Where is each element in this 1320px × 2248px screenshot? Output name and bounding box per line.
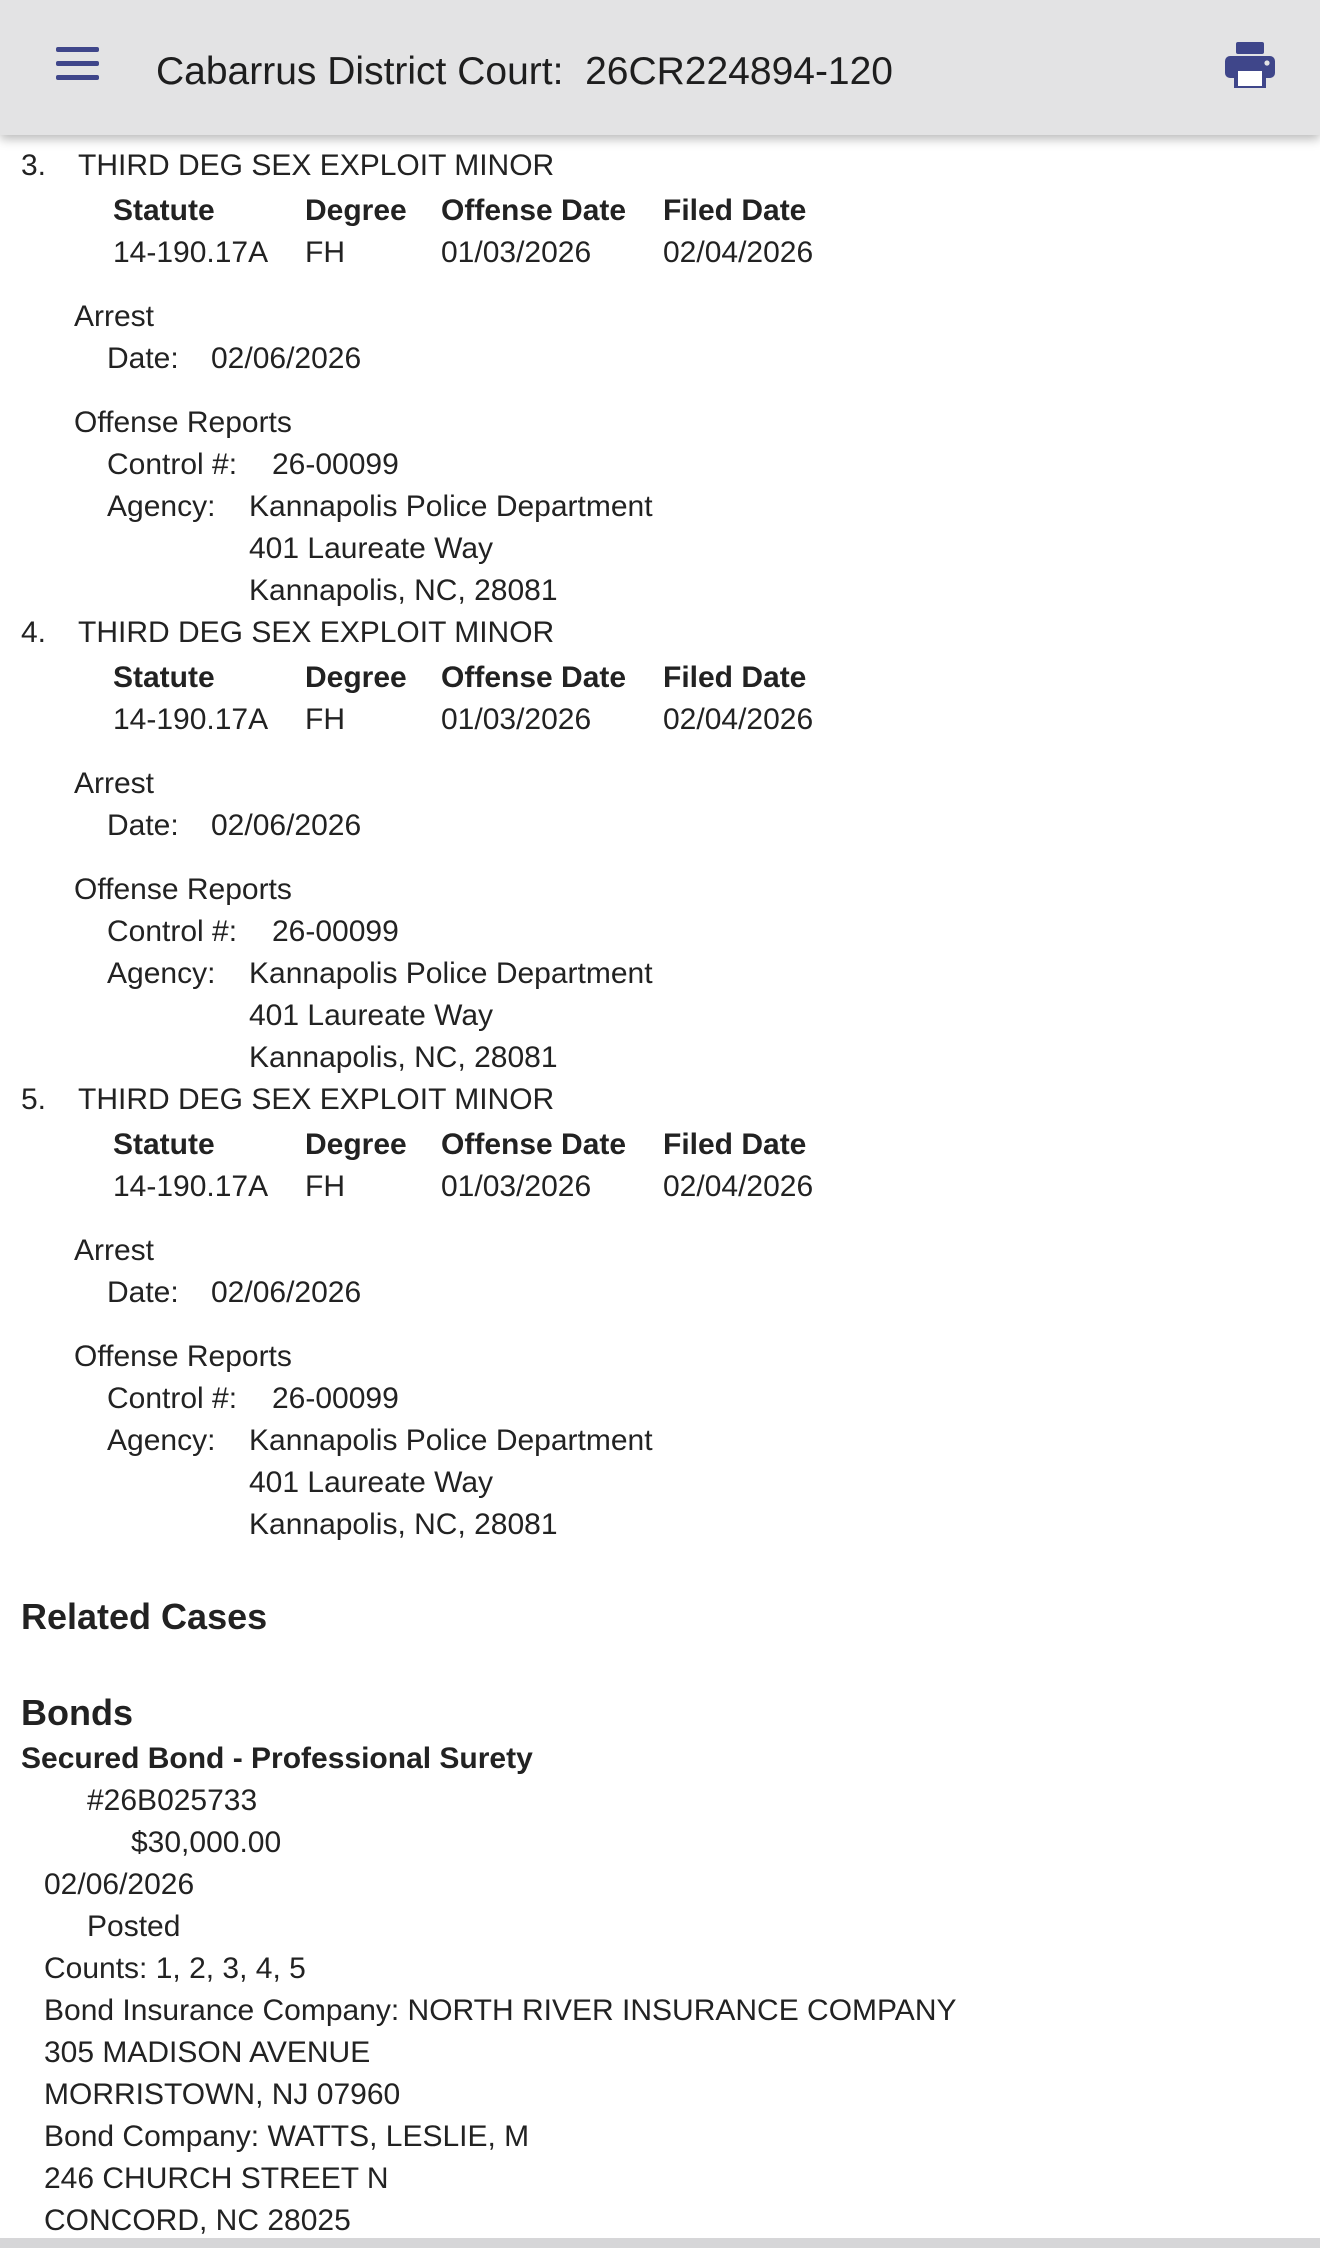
offense-date-header: Offense Date: [441, 661, 627, 694]
degree-header: Degree: [305, 661, 407, 694]
agency-city: Kannapolis, NC, 28081: [249, 574, 558, 607]
bond-date: 02/06/2026: [44, 1868, 195, 1901]
bond-amount: $30,000.00: [131, 1826, 282, 1859]
degree-value: FH: [305, 1170, 345, 1203]
control-number-value: 26-00099: [272, 915, 399, 948]
bond-type: Secured Bond - Professional Surety: [21, 1742, 533, 1775]
bond-insurance-company: Bond Insurance Company: NORTH RIVER INSURANCE COMPANY: [44, 1994, 957, 2027]
statute-value: 14-190.17A: [113, 236, 269, 269]
arrest-label: Arrest: [74, 767, 155, 800]
offense-date-header: Offense Date: [441, 194, 627, 227]
offense-date-value: 01/03/2026: [441, 1170, 592, 1203]
arrest-label: Arrest: [74, 1234, 155, 1267]
control-number-value: 26-00099: [272, 1382, 399, 1415]
agency-city: Kannapolis, NC, 28081: [249, 1041, 558, 1074]
control-number-value: 26-00099: [272, 448, 399, 481]
agency-city: Kannapolis, NC, 28081: [249, 1508, 558, 1541]
offense-reports-label: Offense Reports: [74, 873, 292, 906]
bonds-heading: Bonds: [21, 1692, 133, 1733]
filed-date-value: 02/04/2026: [663, 236, 814, 269]
filed-date-value: 02/04/2026: [663, 703, 814, 736]
agency-label: Agency:: [107, 1424, 216, 1457]
bond-counts: Counts: 1, 2, 3, 4, 5: [44, 1952, 306, 1985]
offense-date-header: Offense Date: [441, 1128, 627, 1161]
printer-icon[interactable]: [1225, 42, 1275, 88]
statute-value: 14-190.17A: [113, 1170, 269, 1203]
agency-name: Kannapolis Police Department: [249, 1424, 653, 1457]
control-number-label: Control #:: [107, 1382, 238, 1415]
control-number-label: Control #:: [107, 448, 238, 481]
bond-insurance-street: 305 MADISON AVENUE: [44, 2036, 371, 2069]
app-header: [0, 0, 1320, 135]
agency-label: Agency:: [107, 490, 216, 523]
charge-number: 4.: [21, 616, 47, 649]
filed-date-header: Filed Date: [663, 194, 807, 227]
offense-date-value: 01/03/2026: [441, 236, 592, 269]
related-cases-heading: Related Cases: [21, 1596, 268, 1637]
bond-status: Posted: [87, 1910, 181, 1943]
statute-value: 14-190.17A: [113, 703, 269, 736]
filed-date-value: 02/04/2026: [663, 1170, 814, 1203]
arrest-date-label: Date:: [107, 809, 179, 842]
bond-company-city: CONCORD, NC 28025: [44, 2204, 351, 2237]
arrest-date-label: Date:: [107, 342, 179, 375]
arrest-date-value: 02/06/2026: [211, 809, 362, 842]
charge-description: THIRD DEG SEX EXPLOIT MINOR: [78, 149, 555, 182]
charge-number: 5.: [21, 1083, 47, 1116]
agency-street: 401 Laureate Way: [249, 1466, 494, 1499]
agency-label: Agency:: [107, 957, 216, 990]
filed-date-header: Filed Date: [663, 1128, 807, 1161]
control-number-label: Control #:: [107, 915, 238, 948]
offense-reports-label: Offense Reports: [74, 1340, 292, 1373]
statute-header: Statute: [113, 1128, 215, 1161]
arrest-date-value: 02/06/2026: [211, 1276, 362, 1309]
bond-insurance-city: MORRISTOWN, NJ 07960: [44, 2078, 401, 2111]
agency-name: Kannapolis Police Department: [249, 957, 653, 990]
charge-description: THIRD DEG SEX EXPLOIT MINOR: [78, 616, 555, 649]
agency-name: Kannapolis Police Department: [249, 490, 653, 523]
statute-header: Statute: [113, 661, 215, 694]
arrest-label: Arrest: [74, 300, 155, 333]
offense-date-value: 01/03/2026: [441, 703, 592, 736]
degree-header: Degree: [305, 1128, 407, 1161]
agency-street: 401 Laureate Way: [249, 532, 494, 565]
statute-header: Statute: [113, 194, 215, 227]
offense-reports-label: Offense Reports: [74, 406, 292, 439]
bond-company: Bond Company: WATTS, LESLIE, M: [44, 2120, 530, 2153]
bond-company-street: 246 CHURCH STREET N: [44, 2162, 389, 2195]
filed-date-header: Filed Date: [663, 661, 807, 694]
degree-value: FH: [305, 703, 345, 736]
arrest-date-value: 02/06/2026: [211, 342, 362, 375]
arrest-date-label: Date:: [107, 1276, 179, 1309]
degree-value: FH: [305, 236, 345, 269]
hamburger-menu-icon[interactable]: [56, 47, 99, 80]
page-title: Cabarrus District Court: 26CR224894-120: [156, 50, 894, 93]
charge-description: THIRD DEG SEX EXPLOIT MINOR: [78, 1083, 555, 1116]
bond-number: #26B025733: [87, 1784, 258, 1817]
charge-number: 3.: [21, 149, 47, 182]
bottom-edge: [0, 2238, 1320, 2248]
agency-street: 401 Laureate Way: [249, 999, 494, 1032]
degree-header: Degree: [305, 194, 407, 227]
